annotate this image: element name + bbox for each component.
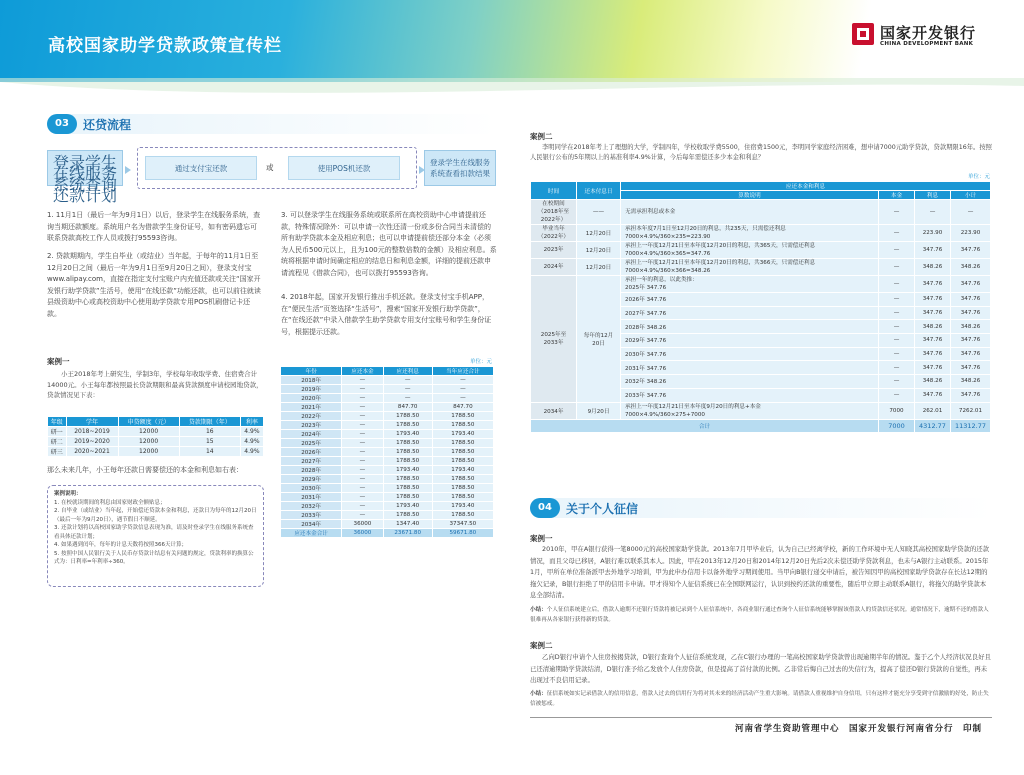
table-cell: 2034年	[281, 520, 342, 529]
amount-cell: —	[950, 200, 990, 225]
amount-cell: 347.76	[914, 334, 950, 348]
table-cell: 1788.50	[383, 493, 432, 502]
calc-cell: 2031年 347.76	[621, 361, 879, 375]
col-header: 时间	[531, 182, 577, 200]
amount-cell: 347.76	[914, 306, 950, 320]
table-cell: —	[342, 448, 383, 457]
credit-case2-text: 乙向D银行申请个人住房按揭贷款，D银行查询个人征信系统发现，乙在C银行办理的一笔高校国家助学贷款曾出现逾期半年的情况。鉴于乙个人经济状况良好且已还清逾期助学贷款结清，D银行准予给乙发放个人住房贷款，但是提高了首付款的比例。乙非常后悔自己过去的失信行为，提高了偿还D银行贷款的自觉性，再未出现过不良信用记录。	[530, 653, 991, 684]
table-cell: 2024年	[281, 430, 342, 439]
amount-cell: —	[878, 242, 914, 259]
table-cell: 1788.50	[432, 484, 493, 493]
table-row	[281, 421, 494, 430]
table-cell: 1788.50	[432, 439, 493, 448]
table-cell: 1788.50	[432, 448, 493, 457]
table-cell: 1788.50	[383, 457, 432, 466]
table-row	[531, 259, 991, 276]
note-item: 3. 还款计划将以高校国家助学贷款信息表现为准，请及时登录学生在线服务系统查看具体还款计划；	[54, 525, 254, 540]
table-cell: 2023年	[281, 421, 342, 430]
flow-arrow-icon	[125, 166, 135, 174]
table-row	[281, 430, 494, 439]
table-cell: 1793.40	[432, 466, 493, 475]
table-cell: 研三	[48, 447, 67, 457]
table-cell: —	[342, 403, 383, 412]
table-cell: 2020~2021	[66, 447, 118, 457]
amount-cell: 347.76	[914, 388, 950, 402]
col-header: 年级	[48, 417, 67, 427]
case1-text: 小王2018年考上研究生，学制3年，学校每年收取学费、住宿费合计14000元。小王每年都按照最长贷款期限和最高贷款额度申请校园地贷款，贷款情况见下表：	[47, 370, 263, 399]
total-cell: 11312.77	[950, 419, 990, 433]
table-row	[281, 466, 494, 475]
amount-cell: 347.76	[950, 347, 990, 361]
section-number: 03	[47, 114, 77, 134]
table-row	[281, 493, 494, 502]
bank-name-cn: 国家开发银行	[880, 24, 977, 42]
bank-logo-icon	[852, 23, 874, 45]
table-cell: 37347.50	[432, 520, 493, 529]
calc-cell: 2027年 347.76	[621, 306, 879, 320]
flow-step-result: 登录学生在线服务 系统查看扣款结果	[424, 150, 496, 186]
amount-cell: 347.76	[914, 242, 950, 259]
time-cell: 2034年	[531, 402, 577, 419]
case2-text: 李明同学在2018年考上了理想的大学，学制四年，学校收取学费5500，住宿费1500元，李明同学家庭经济困难，想申请7000元助学贷款，贷款期限16年。按照人民银行公布的5年期以上的基准利率4.9%计算，今后每年需偿还多少本金和利息？	[530, 144, 992, 161]
col-header: 年份	[281, 367, 342, 376]
day-cell: 每年的12月20日	[577, 276, 621, 403]
table-cell: 1788.50	[432, 475, 493, 484]
amount-cell: —	[878, 347, 914, 361]
unit-label: 单位：元	[470, 359, 493, 365]
amount-cell: 347.76	[950, 242, 990, 259]
table-row	[281, 385, 494, 394]
table-row	[281, 439, 494, 448]
note-list	[54, 499, 257, 567]
col-header: 申贷额度（元）	[118, 417, 179, 427]
header-wave	[0, 78, 1024, 108]
amount-cell: —	[878, 293, 914, 307]
day-cell: ——	[577, 200, 621, 225]
amount-cell: 223.90	[950, 225, 990, 242]
unit-label: 单位：元	[968, 174, 991, 180]
step-2: 2. 贷款期期内，学生自毕业（或结业）当年起，于每年的11月1日至12月20日之间（最后一年为9月1日至9月20日之间），登录支付宝www.alipay.com，直接在指定支付宝账户内充值还款或关注“国家开发银行助学贷款”生活号，使用“在线还款”功能还款，也可以前往就读县级资助中心或高校资助中心使用助学贷款专用POS机刷借记卡还款。	[47, 252, 261, 318]
day-cell: 12月20日	[577, 259, 621, 276]
table-cell: 12000	[118, 427, 179, 437]
table-cell: —	[432, 376, 493, 385]
table-row	[531, 225, 991, 242]
amount-cell: 347.76	[950, 334, 990, 348]
amount-cell: —	[878, 259, 914, 276]
amount-cell: 347.76	[950, 276, 990, 293]
table-cell: —	[342, 412, 383, 421]
amount-cell: 223.90	[914, 225, 950, 242]
amount-cell: 348.26	[950, 259, 990, 276]
table-row	[281, 484, 494, 493]
table-cell: 12000	[118, 437, 179, 447]
table-row	[531, 402, 991, 419]
flow-pos: 使用POS机还款	[288, 156, 400, 180]
table-cell: 1793.40	[383, 466, 432, 475]
table-cell: 2029年	[281, 475, 342, 484]
bank-name-en: CHINA DEVELOPMENT BANK	[880, 41, 974, 47]
col-header: 利息	[914, 191, 950, 200]
table-cell: 1788.50	[383, 421, 432, 430]
table-row	[281, 376, 494, 385]
credit-case1-summary	[530, 606, 992, 625]
footer-credit: 河南省学生资助管理中心 国家开发银行河南省分行 印制	[735, 724, 983, 734]
table-cell: —	[383, 376, 432, 385]
table-cell: 2033年	[281, 511, 342, 520]
table-cell: —	[342, 502, 383, 511]
amount-cell: —	[878, 200, 914, 225]
table-cell: 12000	[118, 447, 179, 457]
calc-cell: 2026年 347.76	[621, 293, 879, 307]
case2-title: 案例二	[530, 132, 553, 141]
note-title: 案例说明：	[54, 491, 82, 497]
time-cell: 2023年	[531, 242, 577, 259]
col-group-header: 应还本金和利息	[621, 182, 991, 191]
table-cell: 2028年	[281, 466, 342, 475]
table-cell: 2019~2020	[66, 437, 118, 447]
case1-loan-table	[47, 416, 264, 457]
table-cell: 2025年	[281, 439, 342, 448]
case2-repayment-table	[530, 181, 991, 433]
amount-cell: 347.76	[914, 361, 950, 375]
table-row	[531, 242, 991, 259]
table-row	[48, 427, 264, 437]
credit-case2-title: 案例二	[530, 641, 553, 650]
table-row	[281, 448, 494, 457]
table-cell: 4.9%	[240, 437, 263, 447]
flow-or: 或	[266, 163, 274, 172]
col-header: 当年应还合计	[432, 367, 493, 376]
col-header: 算数说明	[621, 191, 879, 200]
section-03-header	[47, 114, 497, 134]
table-row	[281, 511, 494, 520]
credit-case2-summary	[530, 690, 992, 709]
amount-cell: —	[878, 306, 914, 320]
table-cell: 1788.50	[383, 511, 432, 520]
table-cell: —	[383, 394, 432, 403]
table-cell: —	[342, 385, 383, 394]
page-title: 高校国家助学贷款政策宣传栏	[48, 36, 282, 56]
summary-text: 个人征信系统建立后，借款人逾期不还银行贷款将被记录到个人征信系统中，各商业银行通过查询个人征信系统能够掌握该借款人的贷款信还状况。通常情况下，逾期不还的借款人很难再从各家银行获得新的贷款。	[530, 607, 989, 623]
amount-cell: —	[878, 361, 914, 375]
table-row	[531, 276, 991, 293]
table-cell: —	[383, 385, 432, 394]
table-cell: 1788.50	[432, 412, 493, 421]
table-row	[281, 403, 494, 412]
amount-cell: 347.76	[914, 347, 950, 361]
section-title: 关于个人征信	[566, 502, 639, 516]
day-cell: 12月20日	[577, 242, 621, 259]
table-row	[531, 200, 991, 225]
table-cell: 2020年	[281, 394, 342, 403]
col-header: 应还利息	[383, 367, 432, 376]
calc-cell: 2030年 347.76	[621, 347, 879, 361]
amount-cell: —	[878, 276, 914, 293]
summary-label: 小结：	[530, 691, 547, 697]
calc-cell: 无需承担利息或本金	[621, 200, 879, 225]
step-4: 4. 2018年起，国家开发银行推出手机还款。登录支付宝手机APP，在“便民生活”页签选择“生活号”，搜索“国家开发银行助学贷款”，在“在线还款”中录入借款学生助学贷款专用支付宝账号和学生身份证号，根据提示还款。	[281, 293, 492, 336]
amount-cell: 347.76	[914, 276, 950, 293]
calc-cell: 承担上一年度12月21日至本年度12月20日的利息，共365天，只需偿还利息 7000×4.9%/360×365=347.76	[621, 242, 879, 259]
flow-step-query: 登录学生在线服务 系统查询还款计划	[47, 150, 123, 186]
footer-divider	[530, 717, 992, 718]
case1-repayment-table	[280, 366, 494, 538]
total-cell: 应还本金合计	[281, 529, 342, 538]
table-row	[281, 502, 494, 511]
calc-cell: 2028年 348.26	[621, 320, 879, 334]
table-cell: 15	[179, 437, 240, 447]
table-cell: 1788.50	[432, 493, 493, 502]
amount-cell: 262.01	[914, 402, 950, 419]
table-cell: 1793.40	[432, 502, 493, 511]
step-3: 3. 可以登录学生在线服务系统或联系所在高校资助中心申请提前还款，特殊情况除外：可以申请一次性还清一份或多份合同当未清偿的所有助学贷款本金及相应利息；也可以申请提前偿还部分本金（必须为人民币500元以上，且为100元的整数倍数的金额）及相应利息。系统将根据申请时间确定相应的结息日和利息金额，详细的提前还款申请流程见《借款合同》，也可以拨打95593咨询。	[281, 211, 497, 277]
note-item: 5. 按照中国人民银行关于人民币存贷款计结息有关问题的规定，贷款利率的换算公式为：日利率=年利率÷360。	[54, 550, 254, 565]
col-header: 还本付息日	[577, 182, 621, 200]
amount-cell: 348.26	[914, 375, 950, 389]
table-row	[281, 457, 494, 466]
time-cell: 在校期间 （2018年至2022年）	[531, 200, 577, 225]
calc-cell: 承担上一年度12月21日至本年度9月20日的利息+本金 7000×4.9%/360×275+7000	[621, 402, 879, 419]
total-cell: 23671.80	[383, 529, 432, 538]
table-cell: 847.70	[432, 403, 493, 412]
header-banner	[0, 0, 1024, 82]
credit-case1-text: 2010年，甲在A银行获得一笔8000元的高校国家助学贷款。2013年7月甲毕业后，认为自己已经离学校，新的工作环境中无人知晓其高校国家助学贷款的还款情况，而且父母已移居，A银行难以联系其本人。因此，甲在2013年12月20日和2014年12月20日先后2次未偿还助学贷款利息，也未与A银行主动联系。2015年1月，甲所在单位准备派甲去外地学习培训，甲为此申办信用卡以备外地学习期间使用。当甲向B银行递交申请后，被告知因甲的高校国家助学贷款存在长达12期的拖欠记录，B银行拒绝了甲的信用卡申请。甲才得知个人征信系统已在全国联网运行，认识到按约还款的重要性，随后甲立即主动联系A银行，将拖欠的助学贷款本息全部结清。	[530, 545, 990, 599]
table-cell: 研一	[48, 427, 67, 437]
total-cell: 36000	[342, 529, 383, 538]
table-row	[281, 412, 494, 421]
table-cell: —	[432, 385, 493, 394]
table-cell: —	[342, 475, 383, 484]
amount-cell: 347.76	[950, 388, 990, 402]
day-cell: 9月20日	[577, 402, 621, 419]
amount-cell: —	[878, 334, 914, 348]
amount-cell: 348.26	[950, 320, 990, 334]
table-cell: 1347.40	[383, 520, 432, 529]
table-cell: 16	[179, 427, 240, 437]
bank-logo	[852, 22, 982, 52]
table-cell: —	[342, 493, 383, 502]
calc-cell: 承担本年度7月1日至12月20日的利息，共235天，只需偿还利息 7000×4.9%/360×235=223.90	[621, 225, 879, 242]
table-cell: 1788.50	[383, 448, 432, 457]
table-row	[281, 394, 494, 403]
table-total-row	[281, 529, 494, 538]
col-header: 贷款期限（年）	[179, 417, 240, 427]
amount-cell: 348.26	[950, 375, 990, 389]
total-cell: 59671.80	[432, 529, 493, 538]
table-cell: —	[342, 457, 383, 466]
table-cell: 2027年	[281, 457, 342, 466]
table-cell: 1793.40	[383, 430, 432, 439]
calc-cell: 2033年 347.76	[621, 388, 879, 402]
table-cell: —	[342, 439, 383, 448]
table-cell: —	[342, 394, 383, 403]
step-1: 1. 11月1日（最后一年为9月1日）以后，登录学生在线服务系统，查询当期还款额度。系统用户名为借款学生身份证号，如有密码遗忘可联系贷款高校工作人员或拨打95593咨询。	[47, 211, 261, 242]
amount-cell: 348.26	[914, 259, 950, 276]
calc-cell: 承担上一年度12月21日至本年度12月20日的利息，共366天，只需偿还利息 7000×4.9%/360×366=348.26	[621, 259, 879, 276]
table-cell: 2031年	[281, 493, 342, 502]
table-cell: 1788.50	[432, 457, 493, 466]
summary-label: 小结：	[530, 607, 547, 613]
note-item: 2. 自毕业（或结业）当年起，开始偿还贷款本金和利息，还款日为每年的12月20日（最后一年为9月20日），遇节假日不顺延。	[54, 508, 257, 523]
amount-cell: 347.76	[914, 293, 950, 307]
table-row	[281, 520, 494, 529]
day-cell: 12月20日	[577, 225, 621, 242]
time-cell: 2025年至 2033年	[531, 276, 577, 403]
table-cell: 847.70	[383, 403, 432, 412]
table-cell: 2021年	[281, 403, 342, 412]
amount-cell: —	[878, 388, 914, 402]
time-cell: 2024年	[531, 259, 577, 276]
table-cell: 研二	[48, 437, 67, 447]
table-cell: 2026年	[281, 448, 342, 457]
amount-cell: —	[878, 320, 914, 334]
summary-text: 征信系统如实记录借款人的信用信息，借款人过去的信用行为将对其未来的经济活动产生重大影响。请借款人重视维护自身信用，只有这样才能充分享受到守信激励的好处，防止失信被惩戒。	[530, 691, 989, 707]
table-cell: 2018年	[281, 376, 342, 385]
amount-cell: 7262.01	[950, 402, 990, 419]
table-cell: 36000	[342, 520, 383, 529]
table-cell: 2032年	[281, 502, 342, 511]
amount-cell: 7000	[878, 402, 914, 419]
table-cell: 1793.40	[383, 502, 432, 511]
case1-note-box	[47, 485, 264, 587]
total-cell: 4312.77	[914, 419, 950, 433]
credit-case1-title: 案例一	[530, 534, 553, 543]
table-cell: 2019年	[281, 385, 342, 394]
col-header: 小计	[950, 191, 990, 200]
table-cell: 14	[179, 447, 240, 457]
table-cell: —	[342, 421, 383, 430]
table-cell: 1788.50	[432, 511, 493, 520]
table-cell: 2030年	[281, 484, 342, 493]
note-item: 4. 如果遇到闰年，每年的计息天数将按照366天计算；	[54, 542, 187, 548]
section-04-header	[530, 498, 992, 518]
table-row	[48, 437, 264, 447]
table-cell: 4.9%	[240, 427, 263, 437]
amount-cell: —	[878, 225, 914, 242]
table-row	[281, 475, 494, 484]
flow-alipay: 通过支付宝还款	[145, 156, 257, 180]
table-cell: 1788.50	[383, 484, 432, 493]
col-header: 利率	[240, 417, 263, 427]
table-cell: —	[342, 484, 383, 493]
total-cell: 7000	[878, 419, 914, 433]
calc-cell: 承担一年的利息，以此类推： 2025年 347.76	[621, 276, 879, 293]
table-cell: —	[432, 394, 493, 403]
note-item: 1. 在校就读期间的利息由国家财政全额贴息；	[54, 499, 166, 506]
table-cell: 1788.50	[383, 475, 432, 484]
calc-cell: 2032年 348.26	[621, 375, 879, 389]
col-header: 应还本金	[342, 367, 383, 376]
table-row	[48, 447, 264, 457]
total-label: 合计	[531, 419, 879, 433]
table-cell: 2022年	[281, 412, 342, 421]
table-cell: —	[342, 466, 383, 475]
table-cell: 4.9%	[240, 447, 263, 457]
table-cell: —	[342, 511, 383, 520]
table-cell: —	[342, 376, 383, 385]
col-header: 学年	[66, 417, 118, 427]
section-title: 还贷流程	[83, 118, 132, 132]
amount-cell: —	[914, 200, 950, 225]
case1-title: 案例一	[47, 357, 70, 366]
table-cell: 1788.50	[383, 439, 432, 448]
time-cell: 毕业当年 （2022年）	[531, 225, 577, 242]
calc-cell: 2029年 347.76	[621, 334, 879, 348]
table-cell: 1788.50	[432, 421, 493, 430]
table-cell: 1793.40	[432, 430, 493, 439]
section-number: 04	[530, 498, 560, 518]
amount-cell: 347.76	[950, 306, 990, 320]
case1-question: 那么未来几年，小王每年还款日需要偿还的本金和利息如右表：	[47, 466, 243, 474]
table-total-row	[531, 419, 991, 433]
amount-cell: 348.26	[914, 320, 950, 334]
amount-cell: 347.76	[950, 361, 990, 375]
amount-cell: 347.76	[950, 293, 990, 307]
table-cell: 1788.50	[383, 412, 432, 421]
table-cell: 2018~2019	[66, 427, 118, 437]
table-cell: —	[342, 430, 383, 439]
col-header: 本金	[878, 191, 914, 200]
amount-cell: —	[878, 375, 914, 389]
